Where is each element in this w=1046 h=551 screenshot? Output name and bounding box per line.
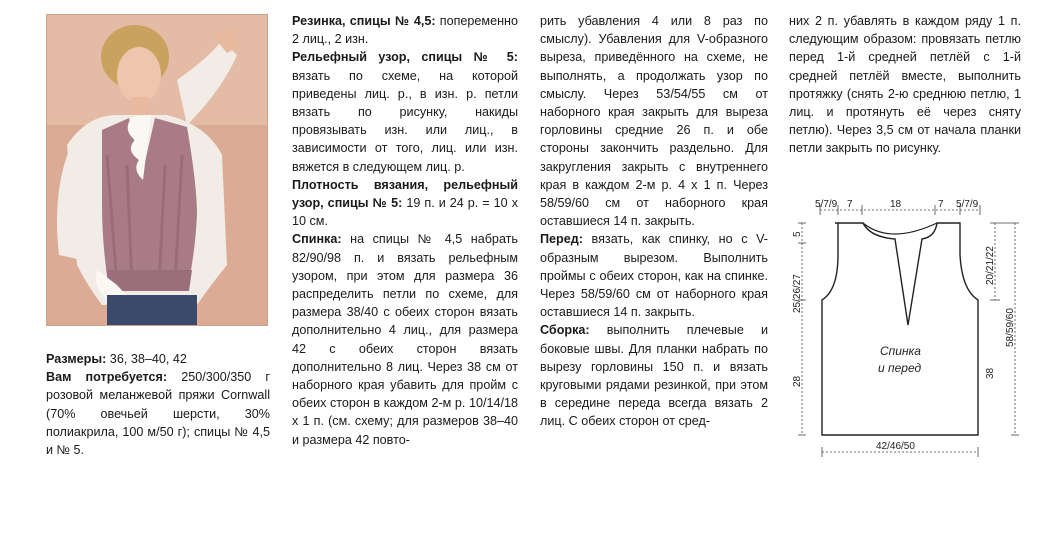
right-dim-2: 58/59/60 <box>1005 308 1016 347</box>
top-dim-4: 7 <box>938 199 944 210</box>
assembly-text: выполнить плечевые и боковые швы. Для планки набрать по вырезу горловины 150 п. и вязать круговыми рядами резинкой, при этом в середине переда всегда вязать 2 лиц. С обеих сторон от сред- <box>540 323 768 429</box>
column-2 <box>292 12 518 449</box>
rib-text: попеременно 2 лиц., 2 изн. <box>292 14 518 47</box>
right-dim-1: 20/21/22 <box>985 246 996 285</box>
assembly-label: Сборка: <box>540 323 590 338</box>
pattern-schema <box>790 195 1030 460</box>
back-neckline <box>863 223 937 234</box>
top-dim-3: 18 <box>890 199 902 210</box>
front-text: вязать, как спинку, но с V-образным вырезом. Выполнить проймы с обеих сторон, как на спинке. Через 58/59/60 см от наборного края оставшиеся 14 п. закрыть. <box>540 232 768 320</box>
left-dim-1: 5 <box>792 231 803 237</box>
column-3 <box>540 12 768 431</box>
garment-outline <box>822 223 978 435</box>
schema-label-2: и перед <box>878 361 922 375</box>
column-1 <box>46 350 270 459</box>
density-text: 19 п. и 24 р. = 10 х 10 см. <box>292 196 518 229</box>
left-dim-2: 25/26/27 <box>792 274 803 313</box>
relief-label: Рельефный узор, спицы № 5: <box>292 50 518 65</box>
rib-label: Резинка, спицы № 4,5: <box>292 14 436 28</box>
model-photo <box>46 14 268 326</box>
bottom-dim: 42/46/50 <box>876 441 915 452</box>
materials-text: 250/300/350 г розовой меланжевой пряжи Cornwall (70% овечьей шерсти, 30% полиакрила, 100 м/50 г); спицы № 4,5 и № 5. <box>46 370 270 458</box>
relief-text: вязать по схеме, на которой приведены лиц. р., в изн. р. петли вязать по рисунку, накиды провязывать изн. или лиц., в зависимости от того, лиц. или изн. вяжется в следующем лиц. р. <box>292 68 518 174</box>
assembly-continued-text: них 2 п. убавлять в каждом ряду 1 п. следующим образом: провязать петлю перед 1-й средней петлёй с 1-й средней петлёй вместе, выполнить протяжку (снять 2-ю среднюю петлю, 1 лиц. и протянуть её через сняту петлю). Через 3,5 см от начала планки петли закрыть по рисунку. <box>789 14 1021 156</box>
back-continued-text: рить убавления 4 или 8 раз по смыслу). Убавления для V-образного выреза, приведённого на схеме, не выполнять, а продолжать узор по смыслу. Через 53/54/55 см от наборного края закрыть для выреза горловины средние 26 п. и обе стороны закончить раздельно. Для закругления закрыть с внутреннего края в каждом 2-м р. 4 х 1 п. Через 58/59/60 см от наборного края оставшиеся 14 п. закрыть. <box>540 14 768 229</box>
schema-label-1: Спинка <box>880 344 921 358</box>
top-dim-2: 7 <box>847 199 853 210</box>
left-dim-3: 28 <box>792 375 803 387</box>
top-dim-1: 5/7/9 <box>815 199 838 210</box>
right-dim-3: 38 <box>985 367 996 379</box>
density-label: Плотность вязания, рельефный узор, спицы № 5: <box>292 177 518 211</box>
top-dim-5: 5/7/9 <box>956 199 979 210</box>
model-photo-illustration <box>47 15 267 325</box>
sizes-label: Размеры: <box>46 352 107 366</box>
back-label: Спинка: <box>292 232 342 247</box>
sizes-value: 36, 38–40, 42 <box>106 352 187 366</box>
column-4 <box>789 12 1021 158</box>
back-text: на спицы № 4,5 набрать 82/90/98 п. и вязать рельефным узором, при этом для размера 36 распределить петли по схеме, для размера 38/40 с обеих сторон вязать дополнительно 4 лиц., для размера 42 с обеих сторон вязать дополнительно 8 лиц. Через 38 см от наборного края убавить для пройм с обеих сторон в каждом 2-м р. 10/14/18 х 1 п. (см. схему; для размеров 38–40 и размера 42 повто- <box>292 232 518 447</box>
front-label: Перед: <box>540 232 583 247</box>
materials-label: Вам потребуется: <box>46 370 168 385</box>
